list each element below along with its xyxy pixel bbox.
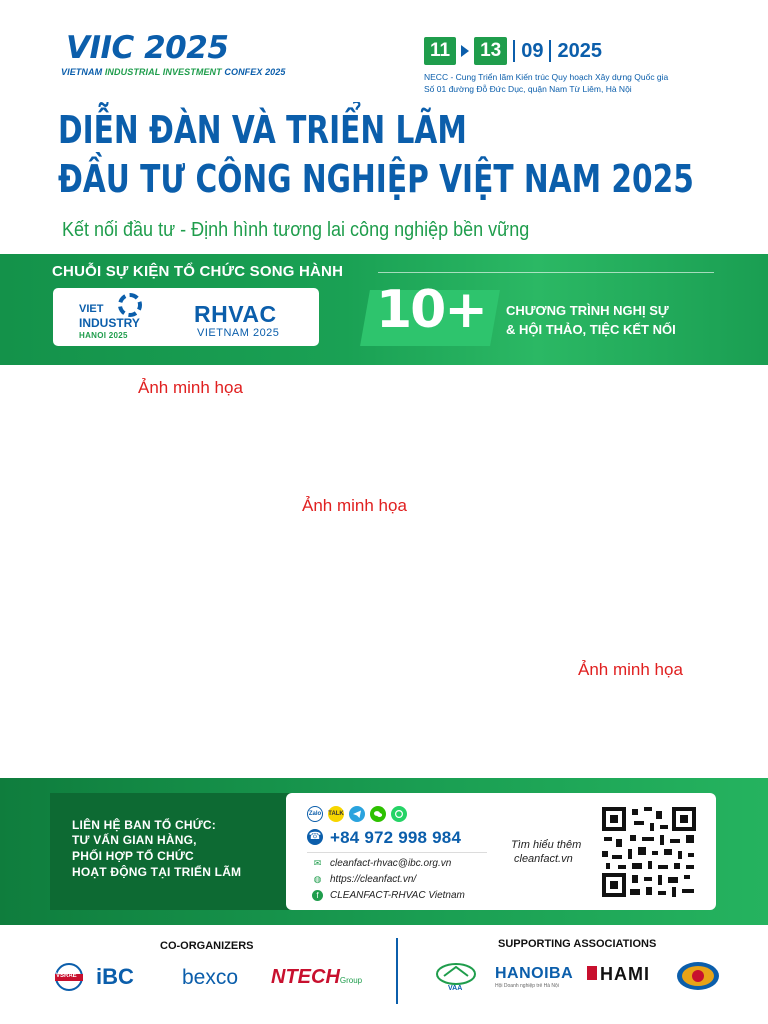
program-label-line-2: & HỘI THẢO, TIỆC KẾT NỐI	[506, 322, 676, 337]
learn-more-label: Tìm hiểu thêm	[511, 839, 582, 851]
contact-label-line-1: LIÊN HỆ BAN TỔ CHỨC:	[72, 818, 216, 832]
date-start: 11	[424, 37, 456, 65]
slogan: Kết nối đầu tư - Định hình tương lai công nghiệp bền vững	[62, 219, 530, 241]
ntech-logo: NTECHGroup	[271, 966, 363, 988]
rhvac-logo: RHVAC	[194, 301, 277, 327]
contact-phone[interactable]: +84 972 998 984	[330, 828, 462, 847]
phone-icon: ☎	[307, 829, 323, 845]
main-title-line-2: ĐẦU TƯ CÔNG NGHIỆP VIỆT NAM 2025	[58, 157, 694, 201]
contact-facebook[interactable]: CLEANFACT-RHVAC Vietnam	[330, 890, 465, 901]
contact-website[interactable]: https://cleanfact.vn/	[330, 874, 417, 885]
contact-label-line-3: PHỐI HỢP TỔ CHỨC	[72, 849, 194, 863]
facebook-row[interactable]	[312, 890, 465, 901]
coorganizers-title: CO-ORGANIZERS	[160, 940, 254, 952]
email-row[interactable]	[312, 858, 451, 869]
telegram-icon[interactable]	[349, 806, 365, 822]
date-end: 13	[474, 37, 507, 65]
wechat-icon[interactable]	[370, 806, 386, 822]
ibc-logo: iBC	[96, 964, 134, 989]
viic-logo: VIIC 2025	[66, 30, 229, 66]
bexco-logo: bexco	[182, 966, 239, 989]
messenger-icons	[307, 806, 407, 822]
date-separator	[549, 40, 551, 62]
event-dates	[424, 37, 602, 65]
hami-emblem-icon	[587, 966, 597, 980]
qr-code-icon[interactable]	[600, 805, 698, 899]
viet-industry-logo-line-3: HANOI 2025	[79, 331, 128, 340]
contact-email[interactable]: cleanfact-rhvac@ibc.org.vn	[330, 858, 452, 869]
facebook-icon: f	[312, 890, 323, 901]
illustration-caption: Ảnh minh họa	[302, 496, 407, 515]
kakaotalk-icon[interactable]: TALK	[328, 806, 344, 822]
program-label-line-1: CHƯƠNG TRÌNH NGHỊ SỰ	[506, 303, 669, 318]
globe-icon: ◍	[313, 874, 322, 884]
viet-industry-logo-line-1: VIET	[79, 303, 104, 315]
divider	[307, 852, 487, 853]
program-count: 10+	[376, 280, 486, 340]
contact-label-line-4: HOẠT ĐỘNG TẠI TRIỂN LÃM	[72, 865, 242, 879]
date-separator	[513, 40, 515, 62]
whatsapp-icon[interactable]	[391, 806, 407, 822]
arrow-right-icon	[461, 45, 469, 57]
divider	[378, 272, 714, 273]
vsrae-logo: VSRAE	[52, 962, 86, 992]
website-row[interactable]	[312, 874, 416, 885]
supporting-title: SUPPORTING ASSOCIATIONS	[498, 938, 657, 950]
contact-label-line-2: TƯ VẤN GIAN HÀNG,	[72, 833, 197, 847]
illustration-caption: Ảnh minh họa	[138, 378, 243, 397]
date-month: 09	[521, 39, 544, 62]
viet-industry-logo-line-2: INDUSTRY	[79, 316, 140, 330]
mail-icon: ✉	[313, 858, 322, 868]
zalo-icon[interactable]: Zalo	[307, 806, 323, 822]
hami-logo: HAMI	[600, 964, 650, 984]
main-title-line-1: DIỄN ĐÀN VÀ TRIỂN LÃM	[58, 108, 467, 152]
parallel-events-title: CHUỖI SỰ KIỆN TỔ CHỨC SONG HÀNH	[52, 263, 344, 280]
date-year: 2025	[557, 39, 602, 62]
gear-icon	[118, 293, 142, 317]
hanoiba-logo: HANOIBA	[495, 965, 574, 982]
rhvac-logo-subtitle: VIETNAM 2025	[197, 327, 280, 339]
learn-more-site[interactable]: cleanfact.vn	[514, 853, 573, 865]
viic-logo-subtitle: VIETNAM INDUSTRIAL INVESTMENT CONFEX 2025	[61, 67, 286, 77]
association-emblem-icon	[676, 961, 720, 991]
vaa-logo: VAA	[436, 962, 476, 994]
hanoiba-tagline: Hội Doanh nghiệp trẻ Hà Nội	[495, 983, 559, 989]
venue-line-1: NECC - Cung Triển lãm Kiến trúc Quy hoạch Xây dựng Quốc gia	[424, 72, 669, 82]
divider	[396, 938, 398, 1004]
venue-line-2: Số 01 đường Đỗ Đức Dục, quận Nam Từ Liêm, Hà Nội	[424, 84, 632, 94]
illustration-caption: Ảnh minh họa	[578, 660, 683, 679]
